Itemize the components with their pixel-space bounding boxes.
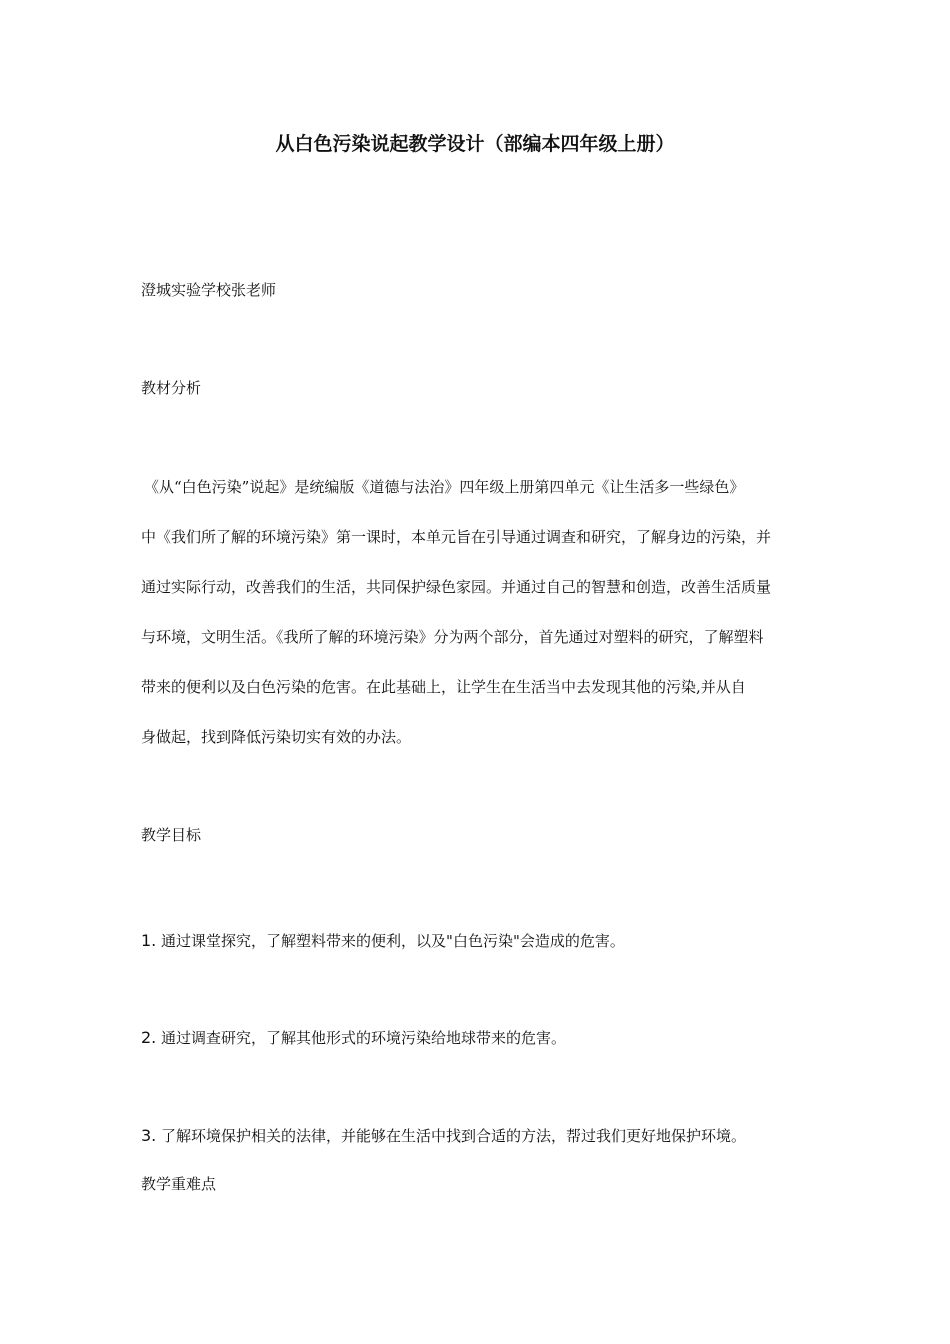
paragraph-line: 通过实际行动，改善我们的生活，共同保护绿色家园。并通过自己的智慧和创造，改善生活质量	[141, 578, 772, 596]
paragraph-line: 身做起，找到降低污染切实有效的办法。	[141, 728, 412, 746]
goal-text: 通过课堂探究，了解塑料带来的便利，以及"白色污染"会造成的危害。	[161, 932, 625, 950]
paragraph-line: 中《我们所了解的环境污染》第一课时，本单元旨在引导通过调查和研究，了解身边的污染，并	[141, 528, 772, 546]
author-line: 澄城实验学校张老师	[141, 281, 277, 299]
document-title: 从白色污染说起教学设计（部编本四年级上册）	[275, 133, 675, 155]
paragraph-line: 与环境，文明生活。《我所了解的环境污染》分为两个部分，首先通过对塑料的研究，了解塑料	[141, 628, 764, 646]
section-heading-key-points: 教学重难点	[141, 1175, 217, 1193]
goal-text: 通过调查研究，了解其他形式的环境污染给地球带来的危害。	[161, 1029, 567, 1047]
goal-item-1	[141, 930, 821, 952]
goal-number: 2.	[141, 1028, 157, 1047]
paragraph-line: 带来的便利以及白色污染的危害。在此基础上，让学生在生活当中去发现其他的污染,并从自	[141, 678, 746, 696]
goal-number: 1.	[141, 931, 157, 950]
paragraph-line: 《从“白色污染”说起》是统编版《道德与法治》四年级上册第四单元《让生活多一些绿色》	[144, 478, 745, 496]
goal-text: 了解环境保护相关的法律，并能够在生活中找到合适的方法，帮过我们更好地保护环境。	[161, 1127, 747, 1145]
section-heading-goals: 教学目标	[141, 826, 202, 844]
section-heading-material: 教材分析	[141, 379, 202, 397]
goal-item-3	[141, 1125, 821, 1147]
goal-item-2	[141, 1027, 821, 1049]
goal-number: 3.	[141, 1126, 157, 1145]
